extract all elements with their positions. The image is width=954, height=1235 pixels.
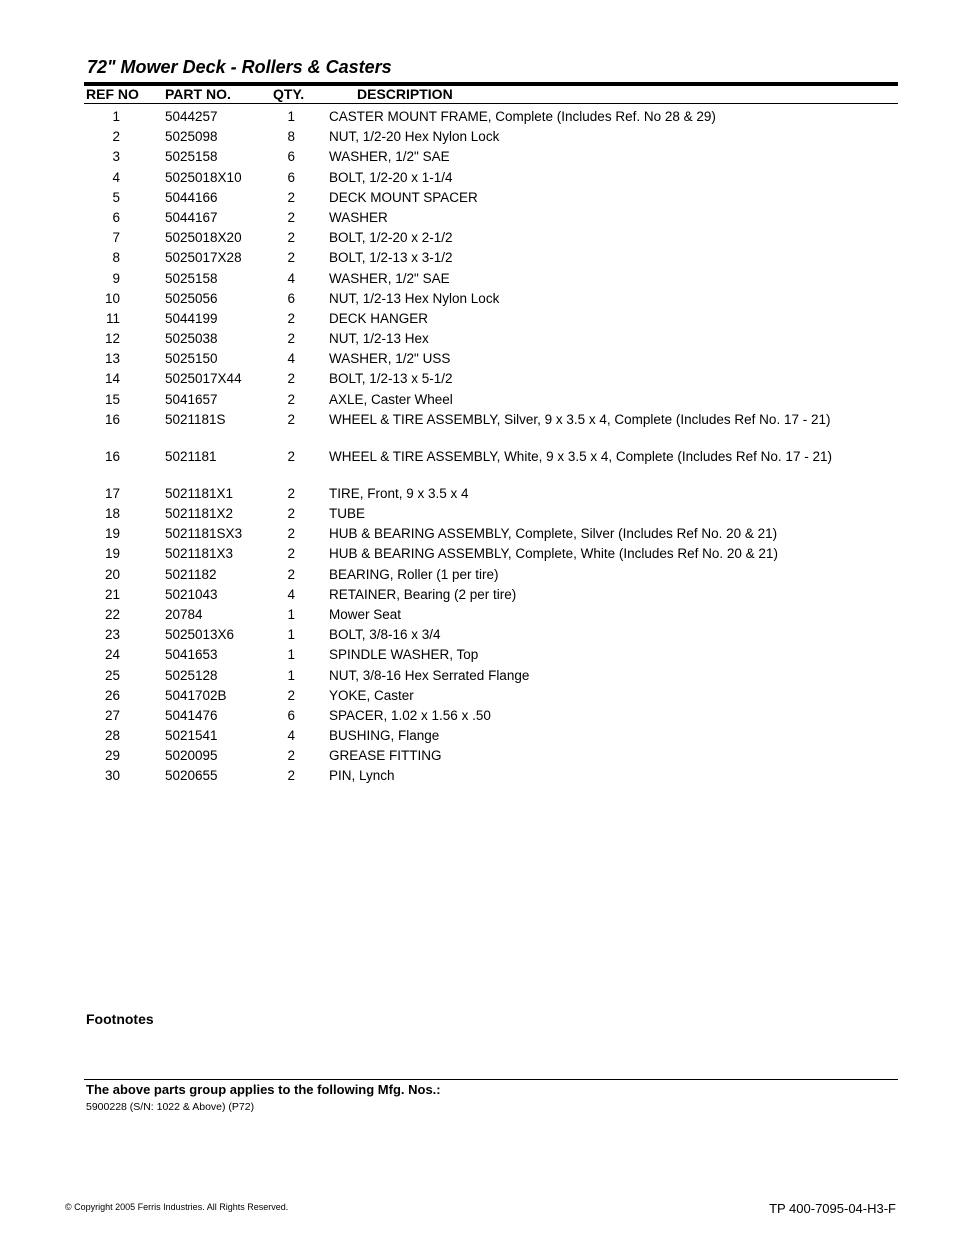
copyright-notice: © Copyright 2005 Ferris Industries. All Rights Reserved. [65, 1202, 289, 1212]
ref-no-cell: 16 [104, 411, 120, 427]
qty-cell: 6 [287, 707, 295, 723]
qty-cell: 2 [287, 485, 295, 501]
part-no-cell: 5021181SX3 [165, 526, 243, 542]
ref-no-cell: 6 [112, 209, 120, 225]
applies-heading: The above parts group applies to the following Mfg. Nos.: [86, 1082, 441, 1097]
table-row [0, 565, 954, 585]
table-row [0, 766, 954, 786]
part-no-cell: 5041657 [165, 391, 218, 407]
ref-no-cell: 14 [104, 371, 120, 387]
description-cell: PIN, Lynch [329, 768, 395, 784]
description-cell: SPACER, 1.02 x 1.56 x .50 [329, 707, 491, 723]
table-row [0, 484, 954, 504]
description-cell: NUT, 1/2-13 Hex [329, 331, 429, 347]
description-cell: NUT, 1/2-13 Hex Nylon Lock [329, 290, 500, 306]
table-row [0, 208, 954, 228]
part-no-cell: 5025018X20 [165, 230, 242, 246]
table-row [0, 329, 954, 349]
qty-cell: 2 [287, 371, 295, 387]
table-row [0, 524, 954, 544]
description-cell: BUSHING, Flange [329, 728, 440, 744]
table-row [0, 369, 954, 389]
qty-cell: 1 [287, 606, 295, 622]
description-cell: WASHER, 1/2" SAE [329, 270, 450, 286]
description-cell: DECK MOUNT SPACER [329, 189, 478, 205]
part-no-cell: 5044199 [165, 310, 218, 326]
description-cell: CASTER MOUNT FRAME, Complete (Includes Ref. No 28 & 29) [329, 109, 716, 124]
description-cell: BOLT, 1/2-20 x 1-1/4 [329, 169, 453, 185]
qty-cell: 1 [287, 109, 295, 124]
ref-no-cell: 9 [112, 270, 120, 286]
ref-no-cell: 23 [104, 627, 120, 643]
ref-no-cell: 30 [104, 768, 120, 784]
description-cell: WHEEL & TIRE ASSEMBLY, Silver, 9 x 3.5 x 4, Complete (Includes Ref No. 17 - 21) [329, 411, 831, 427]
part-no-cell: 5025018X10 [165, 169, 242, 185]
qty-cell: 2 [287, 448, 295, 464]
parts-table [0, 107, 954, 787]
part-no-cell: 5044257 [165, 109, 218, 124]
qty-cell: 4 [287, 270, 295, 286]
table-row [0, 269, 954, 289]
description-cell: AXLE, Caster Wheel [329, 391, 453, 407]
ref-no-cell: 28 [104, 728, 120, 744]
table-row [0, 686, 954, 706]
ref-no-cell: 20 [104, 566, 120, 582]
table-row [0, 248, 954, 268]
ref-no-cell: 7 [112, 230, 120, 246]
part-no-cell: 5025098 [165, 129, 218, 145]
description-cell: WASHER, 1/2" USS [329, 351, 451, 367]
qty-cell: 2 [287, 526, 295, 542]
table-row [0, 390, 954, 410]
table-row [0, 504, 954, 524]
table-row [0, 147, 954, 167]
description-cell: WHEEL & TIRE ASSEMBLY, White, 9 x 3.5 x 4, Complete (Includes Ref No. 17 - 21) [329, 448, 832, 464]
qty-cell: 2 [287, 687, 295, 703]
qty-cell: 2 [287, 506, 295, 521]
table-row [0, 349, 954, 369]
table-row [0, 447, 954, 484]
ref-no-cell: 4 [112, 169, 120, 185]
description-cell: RETAINER, Bearing (2 per tire) [329, 586, 517, 602]
part-no-cell: 5020655 [165, 768, 218, 784]
description-cell: BOLT, 1/2-13 x 5-1/2 [329, 371, 453, 387]
part-no-cell: 5021181X3 [165, 546, 234, 562]
qty-cell: 2 [287, 566, 295, 582]
table-row [0, 726, 954, 746]
ref-no-cell: 18 [104, 506, 120, 521]
ref-no-cell: 22 [104, 606, 120, 622]
table-row [0, 228, 954, 248]
description-cell: BOLT, 1/2-13 x 3-1/2 [329, 250, 453, 266]
qty-cell: 2 [287, 250, 295, 266]
ref-no-cell: 19 [104, 546, 120, 562]
ref-no-cell: 19 [104, 526, 120, 542]
qty-cell: 8 [287, 129, 295, 145]
part-no-cell: 5025017X44 [165, 371, 242, 387]
part-no-cell: 5025158 [165, 270, 218, 286]
column-header-part-no: PART NO. [165, 86, 231, 102]
part-no-cell: 5025158 [165, 149, 218, 165]
ref-no-cell: 25 [104, 667, 120, 683]
qty-cell: 2 [287, 331, 295, 347]
table-row [0, 625, 954, 645]
part-no-cell: 5021181X2 [165, 506, 234, 521]
part-no-cell: 5025013X6 [165, 627, 235, 643]
column-header-ref-no: REF NO [86, 86, 139, 102]
table-row [0, 645, 954, 665]
ref-no-cell: 16 [104, 448, 120, 464]
ref-no-cell: 27 [104, 707, 120, 723]
part-no-cell: 5041476 [165, 707, 218, 723]
ref-no-cell: 2 [112, 129, 120, 145]
qty-cell: 6 [287, 290, 295, 306]
table-row [0, 127, 954, 147]
table-row [0, 544, 954, 564]
description-cell: BOLT, 1/2-20 x 2-1/2 [329, 230, 453, 246]
description-cell: TIRE, Front, 9 x 3.5 x 4 [329, 485, 469, 501]
ref-no-cell: 10 [104, 290, 120, 306]
part-no-cell: 5025038 [165, 331, 218, 347]
description-cell: BEARING, Roller (1 per tire) [329, 566, 499, 582]
ref-no-cell: 3 [112, 149, 120, 165]
part-no-cell: 5025128 [165, 667, 218, 683]
table-row [0, 188, 954, 208]
qty-cell: 2 [287, 411, 295, 427]
qty-cell: 2 [287, 391, 295, 407]
description-cell: HUB & BEARING ASSEMBLY, Complete, Silver (Includes Ref No. 20 & 21) [329, 526, 778, 542]
description-cell: SPINDLE WASHER, Top [329, 647, 479, 663]
part-no-cell: 5044167 [165, 209, 218, 225]
qty-cell: 2 [287, 310, 295, 326]
description-cell: HUB & BEARING ASSEMBLY, Complete, White (Includes Ref No. 20 & 21) [329, 546, 778, 562]
qty-cell: 2 [287, 768, 295, 784]
table-header [0, 86, 954, 103]
description-cell: NUT, 1/2-20 Hex Nylon Lock [329, 129, 500, 145]
qty-cell: 2 [287, 209, 295, 225]
page-title: 72" Mower Deck - Rollers & Casters [87, 57, 392, 77]
description-cell: YOKE, Caster [329, 687, 414, 703]
qty-cell: 2 [287, 230, 295, 246]
part-no-cell: 5021181 [165, 448, 217, 464]
part-no-cell: 5041653 [165, 647, 218, 663]
description-cell: NUT, 3/8-16 Hex Serrated Flange [329, 667, 530, 683]
description-cell: TUBE [329, 506, 366, 521]
table-row [0, 410, 954, 447]
ref-no-cell: 13 [104, 351, 120, 367]
table-row [0, 706, 954, 726]
qty-cell: 4 [287, 728, 295, 744]
part-no-cell: 5021181S [165, 411, 226, 427]
ref-no-cell: 12 [104, 331, 120, 347]
part-no-cell: 5021181X1 [165, 485, 234, 501]
ref-no-cell: 24 [104, 647, 120, 663]
qty-cell: 1 [287, 667, 295, 683]
column-header-description: DESCRIPTION [357, 86, 453, 102]
description-cell: WASHER, 1/2" SAE [329, 149, 450, 165]
mfg-numbers: 5900228 (S/N: 1022 & Above) (P72) [86, 1101, 255, 1113]
table-row [0, 107, 954, 127]
qty-cell: 1 [287, 647, 295, 663]
table-row [0, 585, 954, 605]
footer-divider [84, 1079, 898, 1080]
ref-no-cell: 15 [104, 391, 120, 407]
table-row [0, 605, 954, 625]
qty-cell: 2 [287, 748, 295, 764]
table-row [0, 746, 954, 766]
part-no-cell: 20784 [165, 606, 203, 622]
qty-cell: 4 [287, 586, 295, 602]
part-no-cell: 5025017X28 [165, 250, 242, 266]
part-no-cell: 5021043 [165, 586, 218, 602]
document-number: TP 400-7095-04-H3-F [769, 1201, 896, 1216]
part-no-cell: 5021182 [165, 566, 217, 582]
part-no-cell: 5041702B [165, 687, 227, 703]
footnotes-heading: Footnotes [86, 1011, 154, 1027]
ref-no-cell: 17 [104, 485, 120, 501]
table-row [0, 309, 954, 329]
qty-cell: 4 [287, 351, 295, 367]
part-no-cell: 5021541 [165, 728, 218, 744]
part-no-cell: 5025056 [165, 290, 218, 306]
header-divider [84, 103, 898, 104]
table-row [0, 289, 954, 309]
ref-no-cell: 11 [105, 310, 120, 326]
ref-no-cell: 21 [104, 586, 120, 602]
ref-no-cell: 29 [104, 748, 120, 764]
description-cell: Mower Seat [329, 606, 402, 622]
ref-no-cell: 8 [112, 250, 120, 266]
description-cell: BOLT, 3/8-16 x 3/4 [329, 627, 441, 643]
part-no-cell: 5020095 [165, 748, 218, 764]
ref-no-cell: 1 [112, 109, 120, 124]
qty-cell: 6 [287, 149, 295, 165]
qty-cell: 6 [287, 169, 295, 185]
ref-no-cell: 26 [104, 687, 120, 703]
column-header-qty: QTY. [273, 86, 305, 102]
description-cell: GREASE FITTING [329, 748, 442, 764]
part-no-cell: 5025150 [165, 351, 218, 367]
table-row [0, 168, 954, 188]
part-no-cell: 5044166 [165, 189, 218, 205]
qty-cell: 2 [287, 546, 295, 562]
qty-cell: 2 [287, 189, 295, 205]
description-cell: WASHER [329, 209, 388, 225]
description-cell: DECK HANGER [329, 310, 429, 326]
ref-no-cell: 5 [112, 189, 120, 205]
table-row [0, 666, 954, 686]
qty-cell: 1 [287, 627, 295, 643]
